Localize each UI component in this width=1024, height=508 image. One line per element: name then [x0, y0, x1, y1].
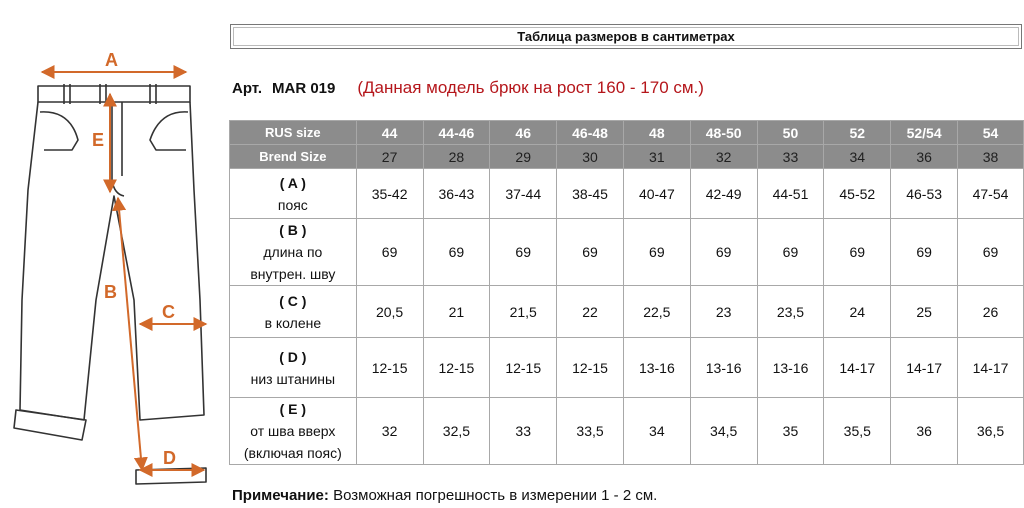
rus-size-row-label: RUS size — [230, 121, 357, 145]
rus-size-row-cell: 48 — [623, 121, 690, 145]
value-cell: 12-15 — [423, 338, 490, 398]
brand-size-row-cell: 33 — [757, 145, 824, 169]
value-cell: 25 — [891, 286, 958, 338]
footnote — [232, 487, 657, 504]
measurement-desc: внутрен. шву — [250, 266, 336, 282]
footnote-label: Примечание: — [232, 487, 329, 504]
value-cell: 37-44 — [490, 169, 557, 219]
value-cell: 36,5 — [958, 398, 1024, 465]
value-cell: 36-43 — [423, 169, 490, 219]
value-cell: 20,5 — [356, 286, 423, 338]
value-cell: 33 — [490, 398, 557, 465]
measurement-desc: низ штанины — [250, 370, 336, 387]
dim-label-b: B — [104, 282, 117, 302]
measurement-label — [230, 338, 357, 398]
measurement-desc: пояс — [277, 196, 308, 213]
dim-label-e: E — [92, 130, 105, 150]
value-cell: 21,5 — [490, 286, 557, 338]
rus-size-row — [230, 121, 1024, 145]
value-cell: 13-16 — [757, 338, 824, 398]
measurement-code: ( B ) — [279, 222, 307, 238]
measurement-label — [230, 169, 357, 219]
brand-size-row-cell: 34 — [824, 145, 891, 169]
rus-size-row-cell: 44-46 — [423, 121, 490, 145]
brand-size-row — [230, 145, 1024, 169]
article-label: Арт. — [232, 80, 262, 97]
value-cell: 69 — [690, 219, 757, 286]
value-cell: 42-49 — [690, 169, 757, 219]
measurement-code: ( A ) — [279, 174, 306, 191]
value-cell: 21 — [423, 286, 490, 338]
value-cell: 40-47 — [623, 169, 690, 219]
value-cell: 69 — [757, 219, 824, 286]
measurement-row — [230, 219, 1024, 286]
rus-size-row-cell: 50 — [757, 121, 824, 145]
value-cell: 69 — [423, 219, 490, 286]
rus-size-row-cell: 52/54 — [891, 121, 958, 145]
value-cell: 46-53 — [891, 169, 958, 219]
value-cell: 13-16 — [690, 338, 757, 398]
rus-size-row-cell: 54 — [958, 121, 1024, 145]
measurement-label — [230, 286, 357, 338]
article-line — [232, 78, 704, 98]
value-cell: 69 — [958, 219, 1024, 286]
value-cell: 23,5 — [757, 286, 824, 338]
value-cell: 14-17 — [824, 338, 891, 398]
article-code: MAR 019 — [272, 80, 336, 97]
table-title-text: Таблица размеров в сантиметрах — [517, 29, 735, 44]
dim-label-d: D — [163, 448, 176, 468]
value-cell: 69 — [557, 219, 624, 286]
measurement-code: ( D ) — [279, 348, 307, 365]
measurement-desc: (включая пояс) — [243, 445, 342, 461]
value-cell: 36 — [891, 398, 958, 465]
value-cell: 33,5 — [557, 398, 624, 465]
value-cell: 24 — [824, 286, 891, 338]
size-table — [229, 120, 1024, 465]
trousers-diagram — [0, 38, 228, 490]
value-cell: 69 — [824, 219, 891, 286]
footnote-text: Возможная погрешность в измерении 1 - 2 см. — [333, 487, 658, 504]
height-note: (Данная модель брюк на рост 160 - 170 см.) — [357, 78, 704, 97]
value-cell: 14-17 — [891, 338, 958, 398]
measurement-code: ( C ) — [279, 292, 307, 309]
value-cell: 12-15 — [557, 338, 624, 398]
value-cell: 45-52 — [824, 169, 891, 219]
value-cell: 12-15 — [490, 338, 557, 398]
value-cell: 34 — [623, 398, 690, 465]
value-cell: 69 — [891, 219, 958, 286]
value-cell: 35 — [757, 398, 824, 465]
brand-size-row-cell: 29 — [490, 145, 557, 169]
value-cell: 34,5 — [690, 398, 757, 465]
value-cell: 26 — [958, 286, 1024, 338]
value-cell: 35-42 — [356, 169, 423, 219]
value-cell: 32,5 — [423, 398, 490, 465]
rus-size-row-cell: 44 — [356, 121, 423, 145]
measurement-row — [230, 169, 1024, 219]
brand-size-row-cell: 32 — [690, 145, 757, 169]
value-cell: 12-15 — [356, 338, 423, 398]
value-cell: 23 — [690, 286, 757, 338]
value-cell: 14-17 — [958, 338, 1024, 398]
dim-label-c: C — [162, 302, 175, 322]
value-cell: 69 — [623, 219, 690, 286]
measurement-desc: длина по — [263, 244, 323, 260]
brand-size-row-cell: 36 — [891, 145, 958, 169]
brand-size-row-cell: 30 — [557, 145, 624, 169]
value-cell: 13-16 — [623, 338, 690, 398]
measurement-row — [230, 286, 1024, 338]
value-cell: 22,5 — [623, 286, 690, 338]
brand-size-row-label: Brend Size — [230, 145, 357, 169]
value-cell: 35,5 — [824, 398, 891, 465]
brand-size-row-cell: 31 — [623, 145, 690, 169]
rus-size-row-cell: 46-48 — [557, 121, 624, 145]
brand-size-row-cell: 28 — [423, 145, 490, 169]
rus-size-row-cell: 52 — [824, 121, 891, 145]
value-cell: 44-51 — [757, 169, 824, 219]
rus-size-row-cell: 46 — [490, 121, 557, 145]
measurement-desc: в колене — [264, 314, 322, 331]
measurement-code: ( E ) — [279, 401, 307, 417]
value-cell: 38-45 — [557, 169, 624, 219]
measurement-label — [230, 219, 357, 286]
measurement-row — [230, 338, 1024, 398]
rus-size-row-cell: 48-50 — [690, 121, 757, 145]
value-cell: 22 — [557, 286, 624, 338]
value-cell: 69 — [356, 219, 423, 286]
table-title — [230, 24, 1022, 49]
measurement-desc: от шва вверх — [250, 423, 336, 439]
measurement-label — [230, 398, 357, 465]
value-cell: 32 — [356, 398, 423, 465]
measurement-row — [230, 398, 1024, 465]
value-cell: 47-54 — [958, 169, 1024, 219]
dim-label-a: A — [105, 50, 118, 70]
brand-size-row-cell: 38 — [958, 145, 1024, 169]
value-cell: 69 — [490, 219, 557, 286]
brand-size-row-cell: 27 — [356, 145, 423, 169]
